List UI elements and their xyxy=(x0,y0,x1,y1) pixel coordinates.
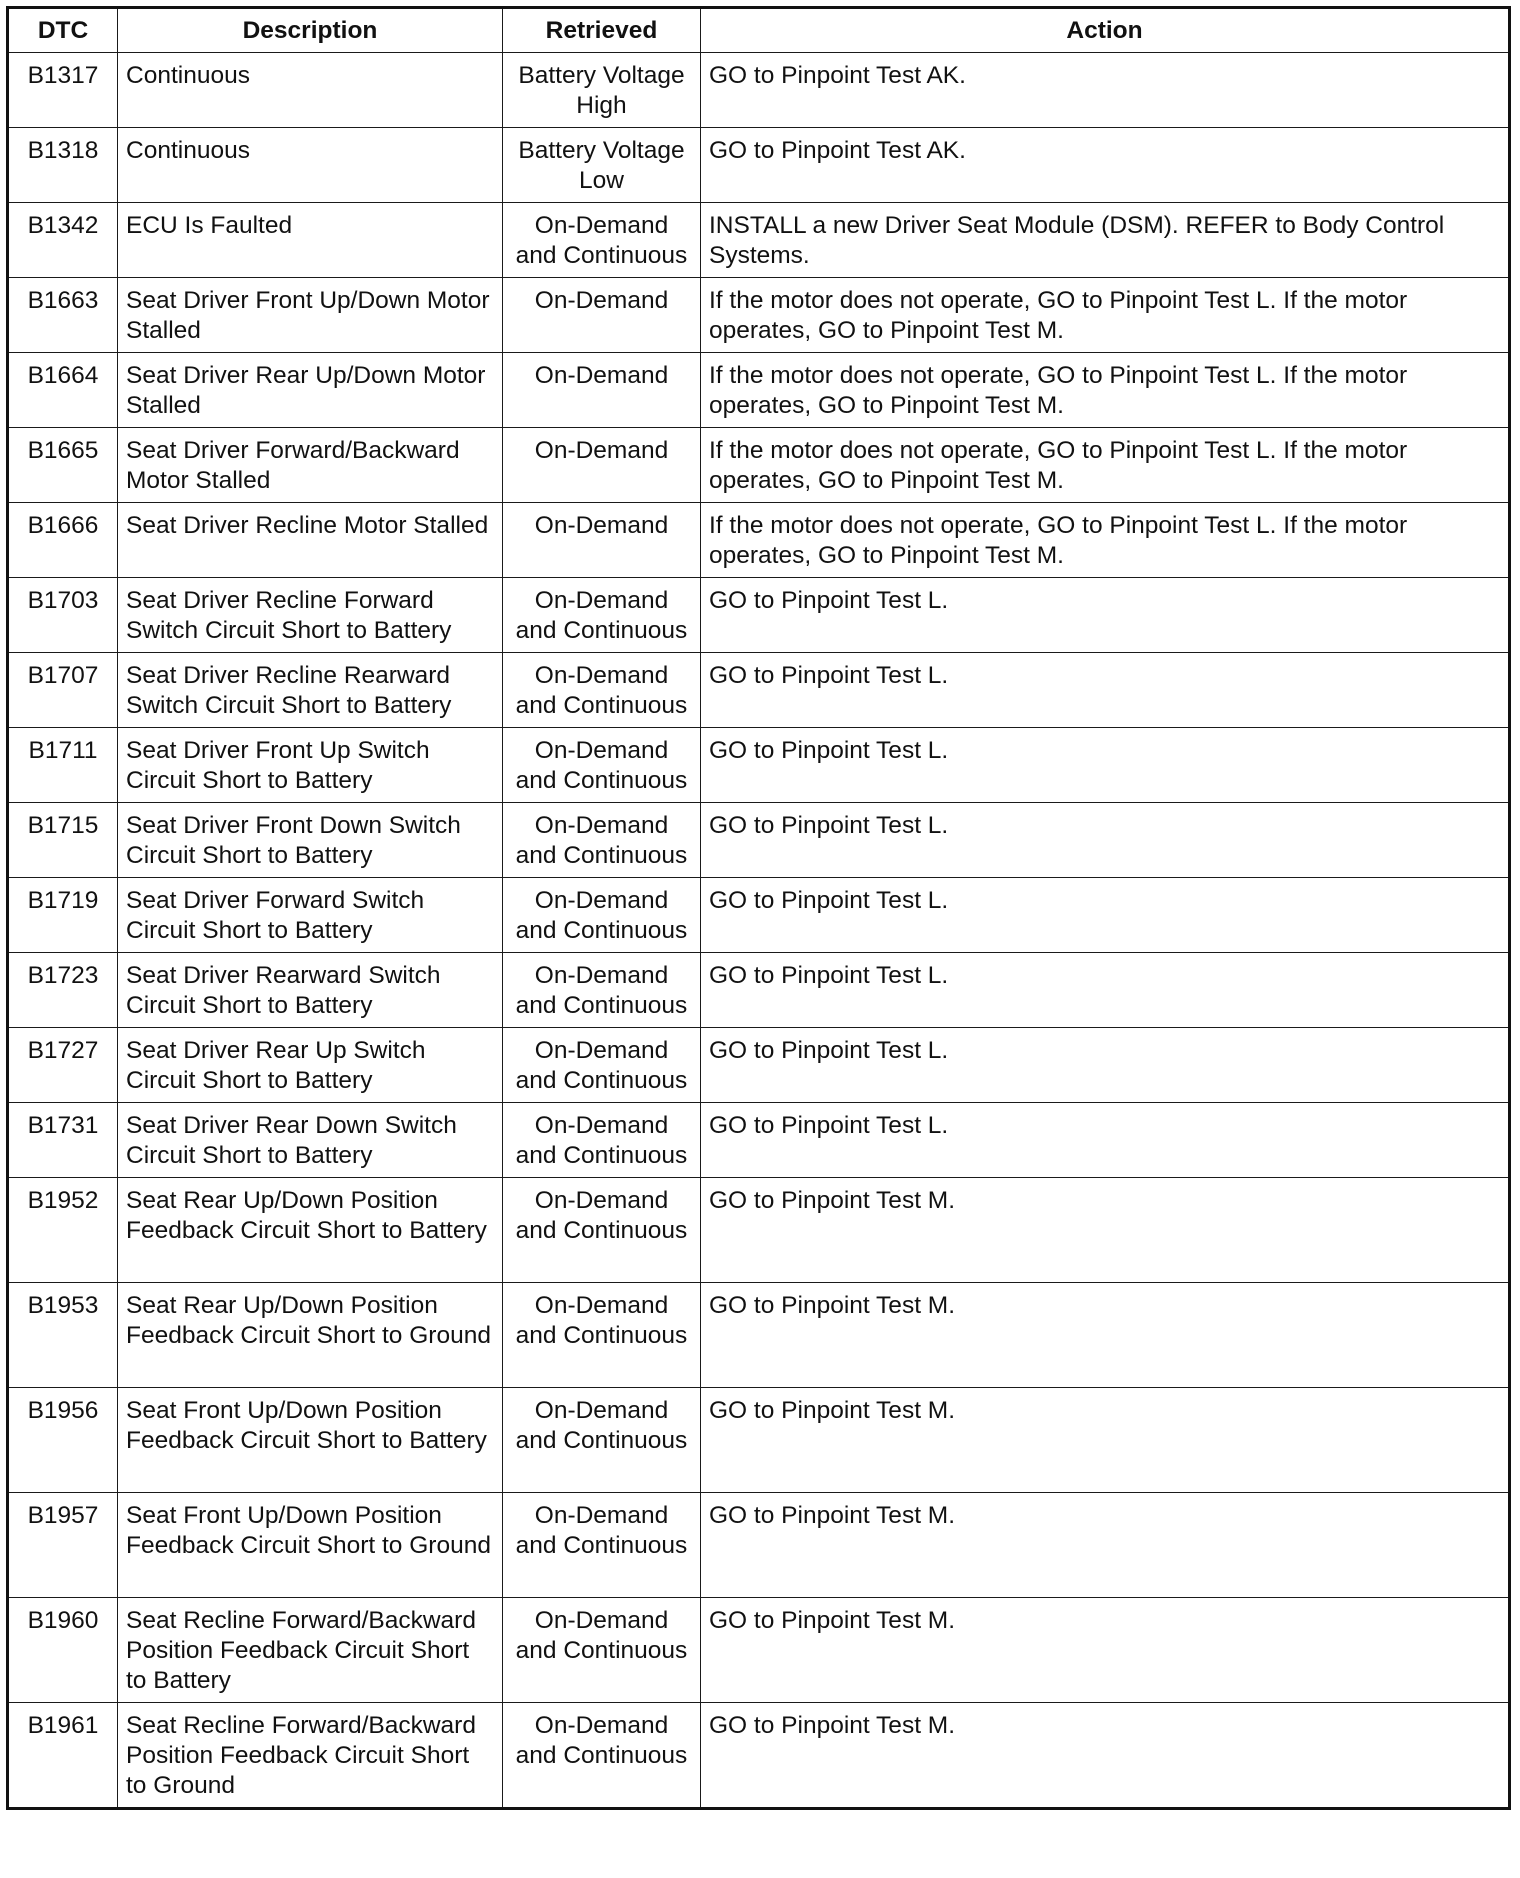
dtc-action: GO to Pinpoint Test AK. xyxy=(701,53,1510,128)
table-row xyxy=(8,1388,1510,1493)
dtc-action: If the motor does not operate, GO to Pinpoint Test L. If the motor operates, GO to Pinpoint Test M. xyxy=(701,278,1510,353)
dtc-code: B1723 xyxy=(8,953,118,1028)
dtc-code: B1715 xyxy=(8,803,118,878)
dtc-retrieved: On-Demand and Continuous xyxy=(503,1103,701,1178)
table-row xyxy=(8,128,1510,203)
dtc-description: Seat Rear Up/Down Position Feedback Circuit Short to Battery xyxy=(118,1178,503,1283)
table-row xyxy=(8,653,1510,728)
dtc-code: B1665 xyxy=(8,428,118,503)
dtc-code: B1952 xyxy=(8,1178,118,1283)
dtc-code: B1707 xyxy=(8,653,118,728)
dtc-retrieved: On-Demand xyxy=(503,503,701,578)
table-row xyxy=(8,1178,1510,1283)
dtc-action: GO to Pinpoint Test L. xyxy=(701,653,1510,728)
table-row xyxy=(8,1703,1510,1809)
dtc-description: Seat Recline Forward/Backward Position Feedback Circuit Short to Battery xyxy=(118,1598,503,1703)
dtc-retrieved: On-Demand xyxy=(503,428,701,503)
dtc-description: Seat Front Up/Down Position Feedback Circuit Short to Ground xyxy=(118,1493,503,1598)
dtc-retrieved: On-Demand and Continuous xyxy=(503,803,701,878)
dtc-description: Seat Driver Rear Up Switch Circuit Short to Battery xyxy=(118,1028,503,1103)
table-row xyxy=(8,278,1510,353)
table-row xyxy=(8,1283,1510,1388)
dtc-retrieved: On-Demand and Continuous xyxy=(503,1283,701,1388)
dtc-description: ECU Is Faulted xyxy=(118,203,503,278)
header-dtc: DTC xyxy=(8,8,118,53)
table-row xyxy=(8,728,1510,803)
dtc-description: Continuous xyxy=(118,53,503,128)
dtc-code: B1342 xyxy=(8,203,118,278)
dtc-retrieved: On-Demand and Continuous xyxy=(503,878,701,953)
dtc-description: Seat Driver Front Up/Down Motor Stalled xyxy=(118,278,503,353)
table-row xyxy=(8,1028,1510,1103)
dtc-action: GO to Pinpoint Test M. xyxy=(701,1703,1510,1809)
dtc-action: GO to Pinpoint Test L. xyxy=(701,803,1510,878)
dtc-action: If the motor does not operate, GO to Pinpoint Test L. If the motor operates, GO to Pinpoint Test M. xyxy=(701,353,1510,428)
dtc-retrieved: On-Demand xyxy=(503,278,701,353)
header-action: Action xyxy=(701,8,1510,53)
dtc-action: GO to Pinpoint Test L. xyxy=(701,878,1510,953)
header-retrieved: Retrieved xyxy=(503,8,701,53)
dtc-action: GO to Pinpoint Test L. xyxy=(701,953,1510,1028)
dtc-code: B1703 xyxy=(8,578,118,653)
dtc-retrieved: Battery Voltage High xyxy=(503,53,701,128)
dtc-code: B1727 xyxy=(8,1028,118,1103)
dtc-code: B1719 xyxy=(8,878,118,953)
dtc-retrieved: On-Demand and Continuous xyxy=(503,203,701,278)
dtc-description: Seat Driver Rear Down Switch Circuit Short to Battery xyxy=(118,1103,503,1178)
dtc-action: INSTALL a new Driver Seat Module (DSM). REFER to Body Control Systems. xyxy=(701,203,1510,278)
dtc-code: B1664 xyxy=(8,353,118,428)
dtc-action: GO to Pinpoint Test L. xyxy=(701,578,1510,653)
dtc-description: Seat Driver Forward/Backward Motor Stalled xyxy=(118,428,503,503)
dtc-retrieved: On-Demand and Continuous xyxy=(503,1178,701,1283)
table-row xyxy=(8,878,1510,953)
dtc-retrieved: On-Demand and Continuous xyxy=(503,1028,701,1103)
dtc-table xyxy=(6,6,1511,1810)
dtc-code: B1960 xyxy=(8,1598,118,1703)
dtc-description: Seat Recline Forward/Backward Position Feedback Circuit Short to Ground xyxy=(118,1703,503,1809)
dtc-description: Seat Driver Recline Rearward Switch Circuit Short to Battery xyxy=(118,653,503,728)
dtc-action: GO to Pinpoint Test M. xyxy=(701,1178,1510,1283)
dtc-action: GO to Pinpoint Test M. xyxy=(701,1598,1510,1703)
dtc-description: Seat Driver Recline Forward Switch Circuit Short to Battery xyxy=(118,578,503,653)
dtc-description: Seat Driver Rearward Switch Circuit Short to Battery xyxy=(118,953,503,1028)
dtc-retrieved: On-Demand and Continuous xyxy=(503,653,701,728)
dtc-action: GO to Pinpoint Test L. xyxy=(701,1028,1510,1103)
dtc-action: GO to Pinpoint Test L. xyxy=(701,728,1510,803)
dtc-retrieved: On-Demand and Continuous xyxy=(503,1598,701,1703)
dtc-retrieved: On-Demand and Continuous xyxy=(503,953,701,1028)
dtc-code: B1731 xyxy=(8,1103,118,1178)
dtc-code: B1956 xyxy=(8,1388,118,1493)
dtc-description: Seat Driver Rear Up/Down Motor Stalled xyxy=(118,353,503,428)
dtc-description: Seat Driver Front Down Switch Circuit Short to Battery xyxy=(118,803,503,878)
table-row xyxy=(8,1598,1510,1703)
dtc-action: GO to Pinpoint Test AK. xyxy=(701,128,1510,203)
dtc-description: Seat Rear Up/Down Position Feedback Circuit Short to Ground xyxy=(118,1283,503,1388)
dtc-description: Seat Front Up/Down Position Feedback Circuit Short to Battery xyxy=(118,1388,503,1493)
dtc-code: B1711 xyxy=(8,728,118,803)
dtc-action: GO to Pinpoint Test L. xyxy=(701,1103,1510,1178)
dtc-action: GO to Pinpoint Test M. xyxy=(701,1493,1510,1598)
table-row xyxy=(8,1103,1510,1178)
dtc-action: If the motor does not operate, GO to Pinpoint Test L. If the motor operates, GO to Pinpoint Test M. xyxy=(701,428,1510,503)
dtc-code: B1663 xyxy=(8,278,118,353)
table-row xyxy=(8,953,1510,1028)
dtc-action: GO to Pinpoint Test M. xyxy=(701,1388,1510,1493)
dtc-code: B1957 xyxy=(8,1493,118,1598)
header-description: Description xyxy=(118,8,503,53)
table-row xyxy=(8,503,1510,578)
dtc-retrieved: On-Demand and Continuous xyxy=(503,1703,701,1809)
dtc-retrieved: On-Demand and Continuous xyxy=(503,1388,701,1493)
table-row xyxy=(8,353,1510,428)
dtc-description: Seat Driver Recline Motor Stalled xyxy=(118,503,503,578)
dtc-description: Continuous xyxy=(118,128,503,203)
dtc-retrieved: Battery Voltage Low xyxy=(503,128,701,203)
dtc-description: Seat Driver Forward Switch Circuit Short to Battery xyxy=(118,878,503,953)
table-row xyxy=(8,428,1510,503)
dtc-code: B1961 xyxy=(8,1703,118,1809)
table-row xyxy=(8,1493,1510,1598)
dtc-code: B1666 xyxy=(8,503,118,578)
table-row xyxy=(8,803,1510,878)
dtc-action: If the motor does not operate, GO to Pinpoint Test L. If the motor operates, GO to Pinpoint Test M. xyxy=(701,503,1510,578)
dtc-description: Seat Driver Front Up Switch Circuit Short to Battery xyxy=(118,728,503,803)
dtc-code: B1318 xyxy=(8,128,118,203)
table-row xyxy=(8,53,1510,128)
table-row xyxy=(8,203,1510,278)
dtc-retrieved: On-Demand and Continuous xyxy=(503,1493,701,1598)
dtc-retrieved: On-Demand and Continuous xyxy=(503,578,701,653)
dtc-retrieved: On-Demand xyxy=(503,353,701,428)
table-row xyxy=(8,578,1510,653)
dtc-code: B1317 xyxy=(8,53,118,128)
header-row xyxy=(8,8,1510,53)
dtc-action: GO to Pinpoint Test M. xyxy=(701,1283,1510,1388)
dtc-code: B1953 xyxy=(8,1283,118,1388)
dtc-retrieved: On-Demand and Continuous xyxy=(503,728,701,803)
